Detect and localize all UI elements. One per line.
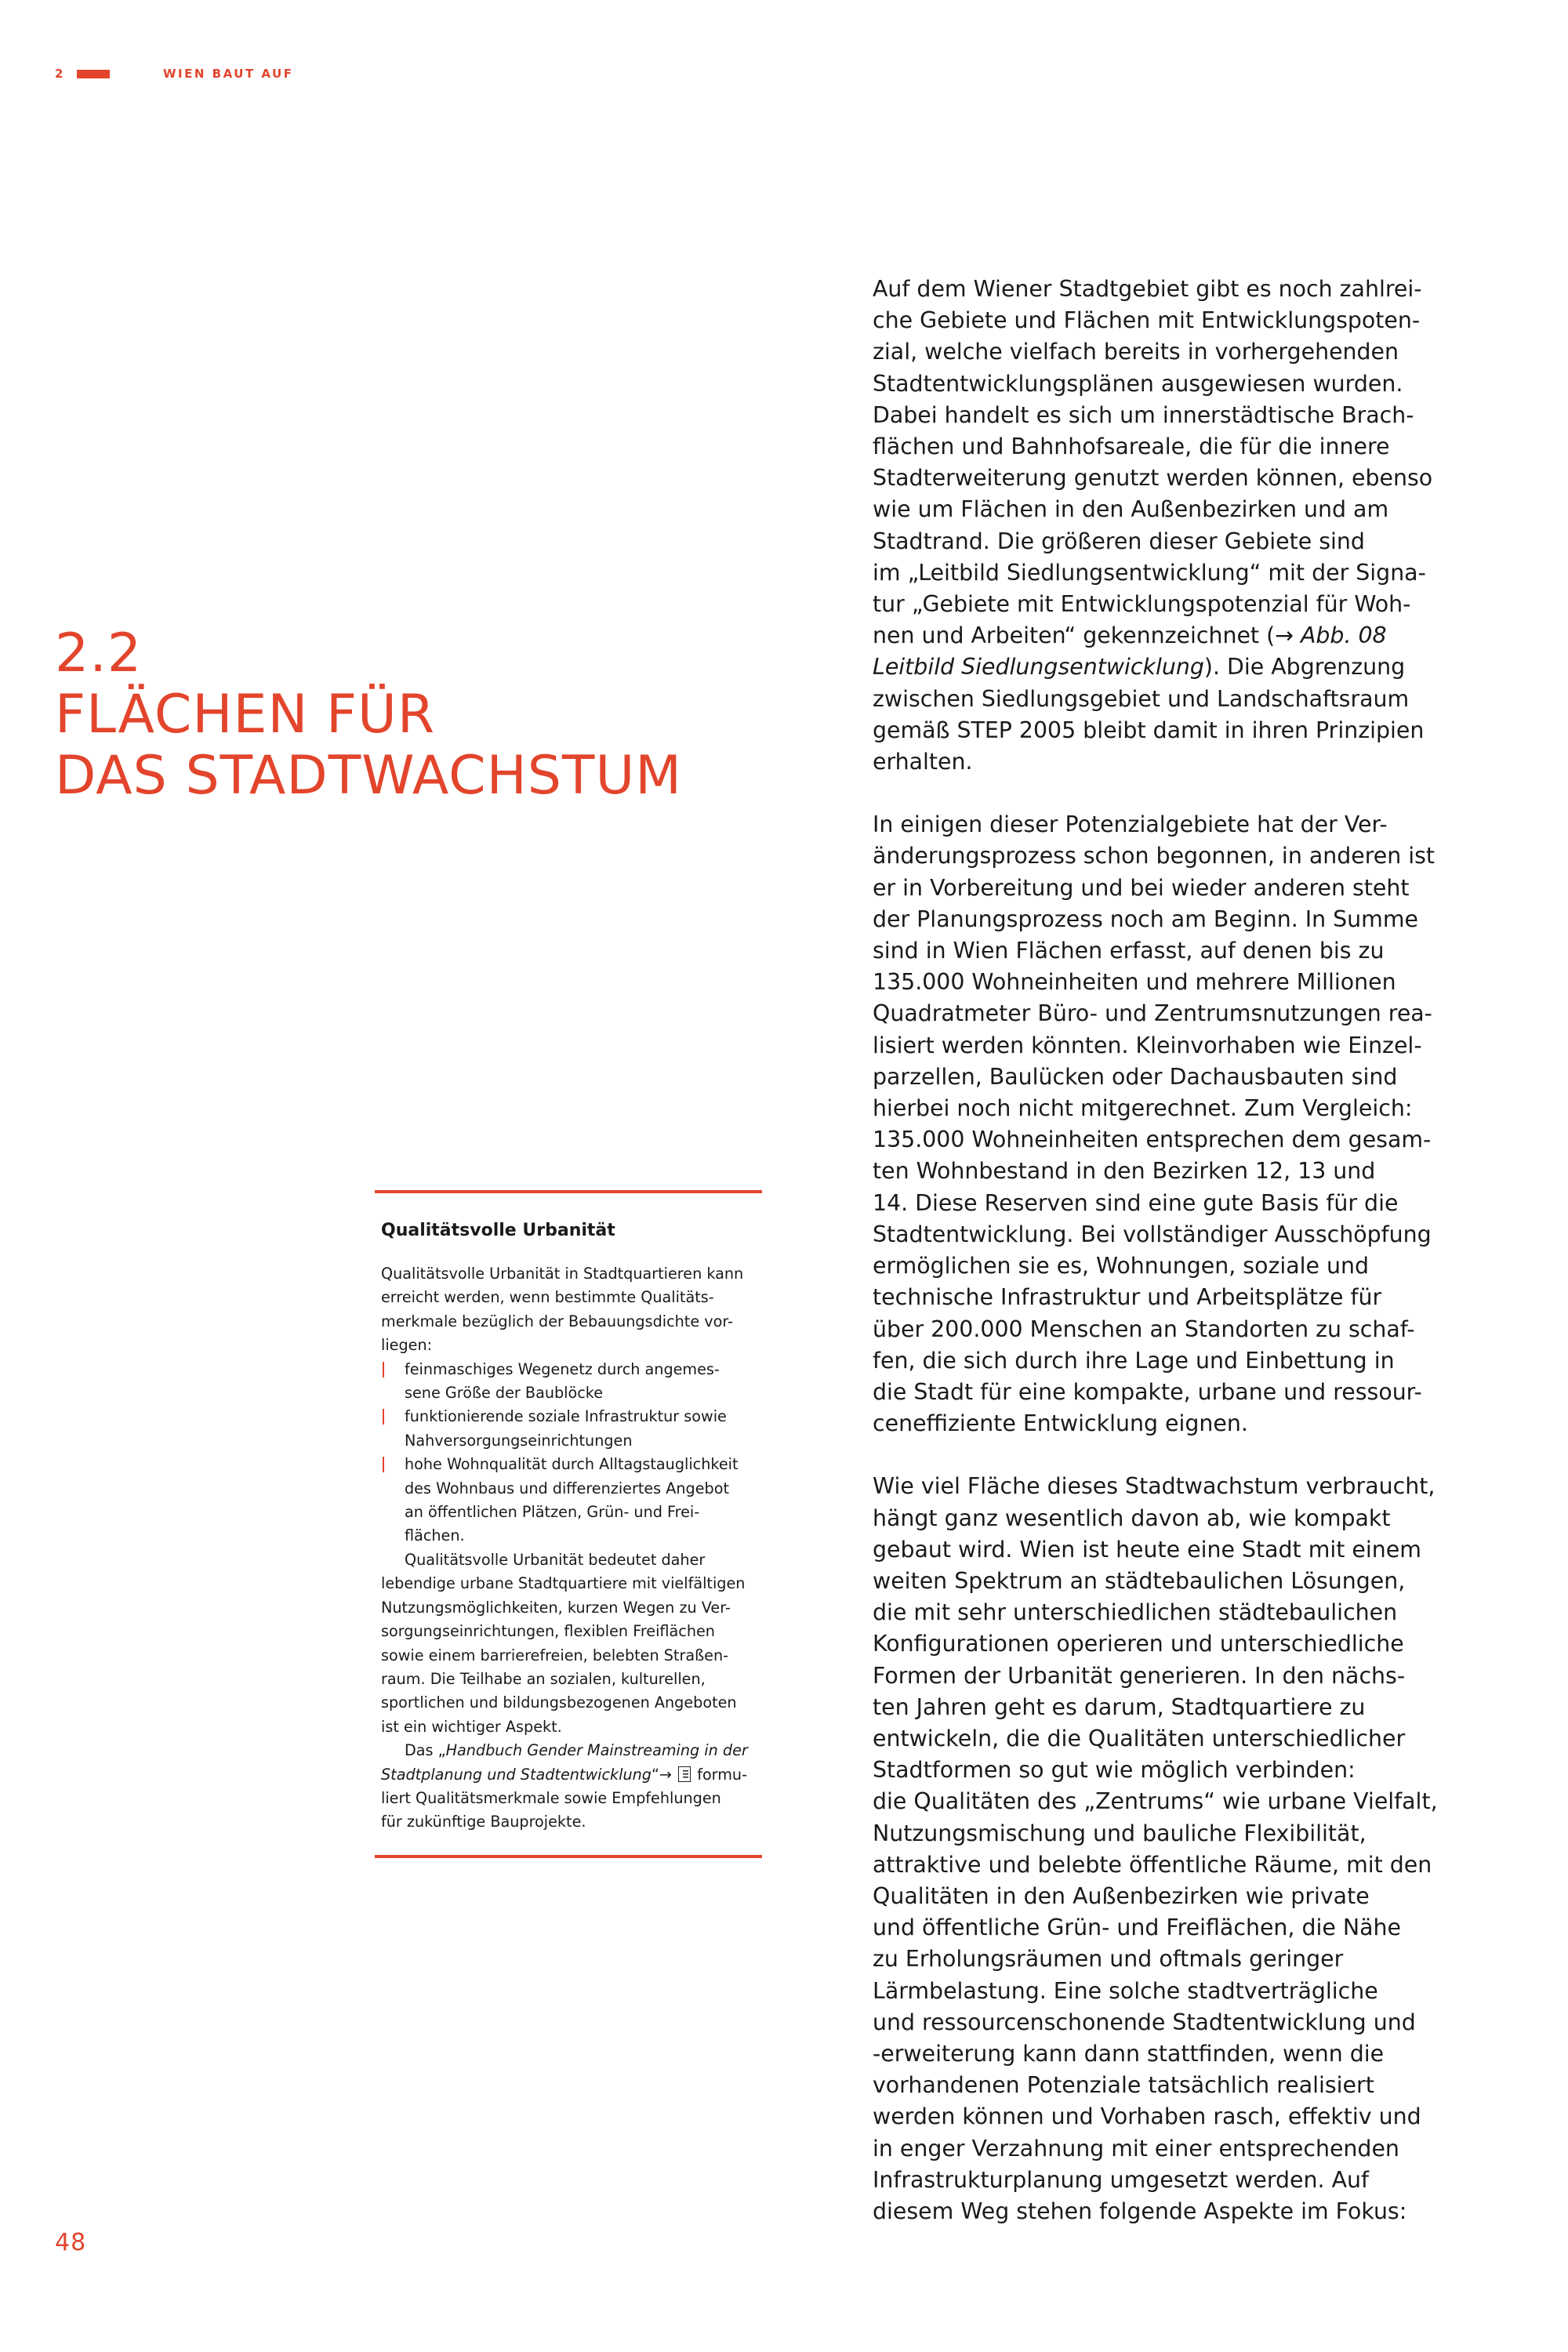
bullet-bar-marker xyxy=(383,1362,384,1377)
text-line: die Qualitäten des „Zentrums“ wie urbane Vielfalt, xyxy=(873,1788,1438,1815)
text-line: zu Erholungsräumen und oftmals geringer xyxy=(873,1946,1344,1973)
sidebar-line: sowie einem barrierefreien, belebten Straßen- xyxy=(381,1646,729,1664)
section-title-line: DAS STADTWACHSTUM xyxy=(55,745,682,807)
sidebar-bullet-text: funktionierende soziale Infrastruktur sowie xyxy=(405,1407,727,1426)
sidebar-line: raum. Die Teilhabe an sozialen, kulturellen, xyxy=(381,1669,706,1688)
text-line: er in Vorbereitung und bei wieder anderen steht xyxy=(873,874,1410,901)
main-text-column xyxy=(873,274,1515,2227)
text-line: 135.000 Wohneinheiten entsprechen dem gesam- xyxy=(873,1127,1432,1153)
text-line: hierbei noch nicht mitgerechnet. Zum Vergleich: xyxy=(873,1095,1413,1122)
text-line: entwickeln, die die Qualitäten unterschiedlicher xyxy=(873,1725,1406,1751)
sidebar-line: liert Qualitätsmerkmale sowie Empfehlungen xyxy=(381,1788,721,1807)
text-line: tur „Gebiete mit Entwicklungspotenzial für Woh- xyxy=(873,591,1411,618)
text-line: gebaut wird. Wien ist heute eine Stadt mit einem xyxy=(873,1536,1421,1563)
text-line: Wie viel Fläche dieses Stadtwachstum verbraucht, xyxy=(873,1473,1436,1500)
text-line: zwischen Siedlungsgebiet und Landschaftsraum xyxy=(873,685,1410,712)
sidebar-line: flächen. xyxy=(405,1526,465,1545)
sidebar-line: Nahversorgungseinrichtungen xyxy=(405,1431,633,1450)
text-line: Formen der Urbanität generieren. In den nächs- xyxy=(873,1662,1406,1689)
text-line: hängt ganz wesentlich davon ab, wie kompakt xyxy=(873,1504,1391,1531)
text-line: ten Jahren geht es darum, Stadtquartiere zu xyxy=(873,1693,1366,1720)
sidebar-line: merkmale bezüglich der Bebauungsdichte vor- xyxy=(381,1312,733,1330)
sidebar-line: erreicht werden, wenn bestimmte Qualitäts- xyxy=(381,1288,714,1307)
text-line: in enger Verzahnung mit einer entsprechenden xyxy=(873,2135,1399,2161)
sidebar-info-box xyxy=(375,1190,762,1858)
sidebar-line: sportlichen und bildungsbezogenen Angeboten xyxy=(381,1693,737,1712)
sidebar-line: des Wohnbaus und differenziertes Angebot xyxy=(405,1479,729,1497)
sidebar-line xyxy=(381,1739,762,1762)
text-line: Stadtrand. Die größeren dieser Gebiete sind xyxy=(873,528,1365,554)
text-line: vorhandenen Potenziale tatsächlich realisiert xyxy=(873,2072,1374,2099)
text-line: Infrastrukturplanung umgesetzt werden. Auf xyxy=(873,2166,1369,2193)
sidebar-line: liegen: xyxy=(381,1336,433,1355)
sidebar-bullet-text: feinmaschiges Wegenetz durch angemes- xyxy=(405,1359,720,1378)
sidebar-line: sorgungseinrichtungen, flexiblen Freiflächen xyxy=(381,1622,715,1641)
text-line: diesem Weg stehen folgende Aspekte im Fokus: xyxy=(873,2198,1407,2224)
text-line: Quadratmeter Büro- und Zentrumsnutzungen rea- xyxy=(873,1000,1432,1027)
page-number: 48 xyxy=(55,2229,87,2256)
text-line: im „Leitbild Siedlungsentwicklung“ mit der Signa- xyxy=(873,559,1426,586)
chapter-number: 2 xyxy=(55,67,65,81)
text-line: ceneffiziente Entwicklung eignen. xyxy=(873,1410,1248,1437)
paragraph-gap xyxy=(873,1439,1515,1471)
sidebar-text: formu- xyxy=(692,1765,748,1784)
sidebar-line: Qualitätsvolle Urbanität in Stadtquartieren kann xyxy=(381,1265,744,1283)
text-line: Konfigurationen operieren und unterschiedliche xyxy=(873,1631,1404,1657)
text-line: der Planungsprozess noch am Beginn. In Summe xyxy=(873,906,1418,932)
text-line: 135.000 Wohneinheiten und mehrere Millionen xyxy=(873,969,1396,996)
section-number: 2.2 xyxy=(55,622,143,684)
text-line: gemäß STEP 2005 bleibt damit in ihren Prinzipien xyxy=(873,717,1425,743)
bullet-bar-marker xyxy=(383,1457,384,1472)
sidebar-line: lebendige urbane Stadtquartiere mit vielfältigen xyxy=(381,1574,746,1593)
text-line: fen, die sich durch ihre Lage und Einbettung in xyxy=(873,1347,1395,1374)
sidebar-text: Das „ xyxy=(405,1741,446,1760)
text-line: zial, welche vielfach bereits in vorhergehenden xyxy=(873,339,1399,365)
text-line: 14. Diese Reserven sind eine gute Basis für die xyxy=(873,1189,1399,1216)
sidebar-line: sene Größe der Baublöcke xyxy=(405,1384,604,1403)
paragraph-gap xyxy=(873,778,1515,809)
text-line: änderungsprozess schon begonnen, in anderen ist xyxy=(873,843,1436,869)
sidebar-body xyxy=(381,1262,762,1835)
text-line: technische Infrastruktur und Arbeitsplätze für xyxy=(873,1284,1382,1311)
chapter-bar-marker xyxy=(77,70,110,78)
main-paragraph xyxy=(873,809,1515,1439)
handbook-title: Handbuch Gender Mainstreaming in der xyxy=(445,1741,748,1760)
text-line: werden können und Vorhaben rasch, effektiv und xyxy=(873,2103,1421,2130)
text-line: Qualitäten in den Außenbezirken wie private xyxy=(873,1882,1370,1909)
sidebar-text: “→ xyxy=(651,1765,677,1784)
section-heading xyxy=(55,623,760,807)
sidebar-line: Nutzungsmöglichkeiten, kurzen Wegen zu Ver- xyxy=(381,1598,731,1617)
sidebar-line: an öffentlichen Plätzen, Grün- und Frei- xyxy=(405,1503,700,1522)
sidebar-title: Qualitätsvolle Urbanität xyxy=(381,1221,615,1240)
text-line: Stadtentwicklungsplänen ausgewiesen wurden. xyxy=(873,370,1403,397)
sidebar-bullet xyxy=(381,1405,762,1428)
main-paragraph xyxy=(873,1471,1515,2227)
text-line: -erweiterung kann dann stattfinden, wenn die xyxy=(873,2040,1385,2067)
text-line: Auf dem Wiener Stadtgebiet gibt es noch zahlrei- xyxy=(873,276,1422,302)
handbook-title: Stadtplanung und Stadtentwicklung xyxy=(381,1765,652,1784)
text-line: parzellen, Baulücken oder Dachausbauten sind xyxy=(873,1063,1398,1090)
text-line: sind in Wien Flächen erfasst, auf denen bis zu xyxy=(873,938,1385,964)
chapter-title: WIEN BAUT AUF xyxy=(163,67,294,81)
text-line: erhalten. xyxy=(873,749,973,775)
sidebar-line: Qualitätsvolle Urbanität bedeutet daher xyxy=(405,1550,706,1569)
text-line: Lärmbelastung. Eine solche stadtverträgliche xyxy=(873,1977,1378,2004)
running-header xyxy=(55,64,293,83)
text-line: die Stadt für eine kompakte, urbane und ressour- xyxy=(873,1378,1422,1405)
text-line: Nutzungsmischung und bauliche Flexibilität, xyxy=(873,1820,1367,1846)
text-line: weiten Spektrum an städtebaulichen Lösungen, xyxy=(873,1567,1406,1594)
text-line: In einigen dieser Potenzialgebiete hat der Ver- xyxy=(873,811,1388,838)
text-line: Dabei handelt es sich um innerstädtische Brach- xyxy=(873,401,1414,428)
sidebar-bullet-text: hohe Wohnqualität durch Alltagstauglichkeit xyxy=(405,1455,739,1474)
text-line: Stadtformen so gut wie möglich verbinden: xyxy=(873,1757,1356,1784)
sidebar-line: ist ein wichtiger Aspekt. xyxy=(381,1717,562,1736)
sidebar-bullet xyxy=(381,1453,762,1476)
text-span: ). Die Abgrenzung xyxy=(1203,654,1406,681)
section-title-line: FLÄCHEN FÜR xyxy=(55,684,436,746)
sidebar-line: für zukünftige Bauprojekte. xyxy=(381,1813,586,1831)
figure-reference-link[interactable]: Leitbild Siedlungsentwicklung xyxy=(873,654,1204,681)
text-line: wie um Flächen in den Außenbezirken und am xyxy=(873,496,1389,523)
text-line: über 200.000 Menschen an Standorten zu schaf- xyxy=(873,1316,1415,1342)
text-line: lisiert werden könnten. Kleinvorhaben wie Einzel- xyxy=(873,1032,1422,1058)
figure-reference-link[interactable]: Abb. 08 xyxy=(1300,622,1387,649)
text-line: und öffentliche Grün- und Freiflächen, die Nähe xyxy=(873,1915,1401,1941)
text-line xyxy=(873,652,1515,683)
text-line: flächen und Bahnhofsareale, die für die innere xyxy=(873,434,1390,460)
bullet-bar-marker xyxy=(383,1409,384,1425)
document-icon[interactable] xyxy=(678,1766,691,1782)
text-line: attraktive und belebte öffentliche Räume, mit den xyxy=(873,1851,1432,1878)
main-paragraph xyxy=(873,274,1515,778)
text-line: ermöglichen sie es, Wohnungen, soziale und xyxy=(873,1253,1370,1279)
sidebar-line xyxy=(381,1763,762,1787)
text-line: Stadterweiterung genutzt werden können, ebenso xyxy=(873,465,1433,492)
sidebar-bullet xyxy=(381,1358,762,1381)
text-line: ten Wohnbestand in den Bezirken 12, 13 und xyxy=(873,1158,1376,1185)
text-line: Stadtentwicklung. Bei vollständiger Ausschöpfung xyxy=(873,1221,1432,1247)
text-line: die mit sehr unterschiedlichen städtebaulichen xyxy=(873,1599,1398,1626)
text-span: nen und Arbeiten“ gekennzeichnet (→ xyxy=(873,622,1301,649)
text-line: und ressourcenschonende Stadtentwicklung und xyxy=(873,2009,1416,2035)
text-line: che Gebiete und Flächen mit Entwicklungspoten- xyxy=(873,307,1421,334)
text-line xyxy=(873,620,1515,652)
